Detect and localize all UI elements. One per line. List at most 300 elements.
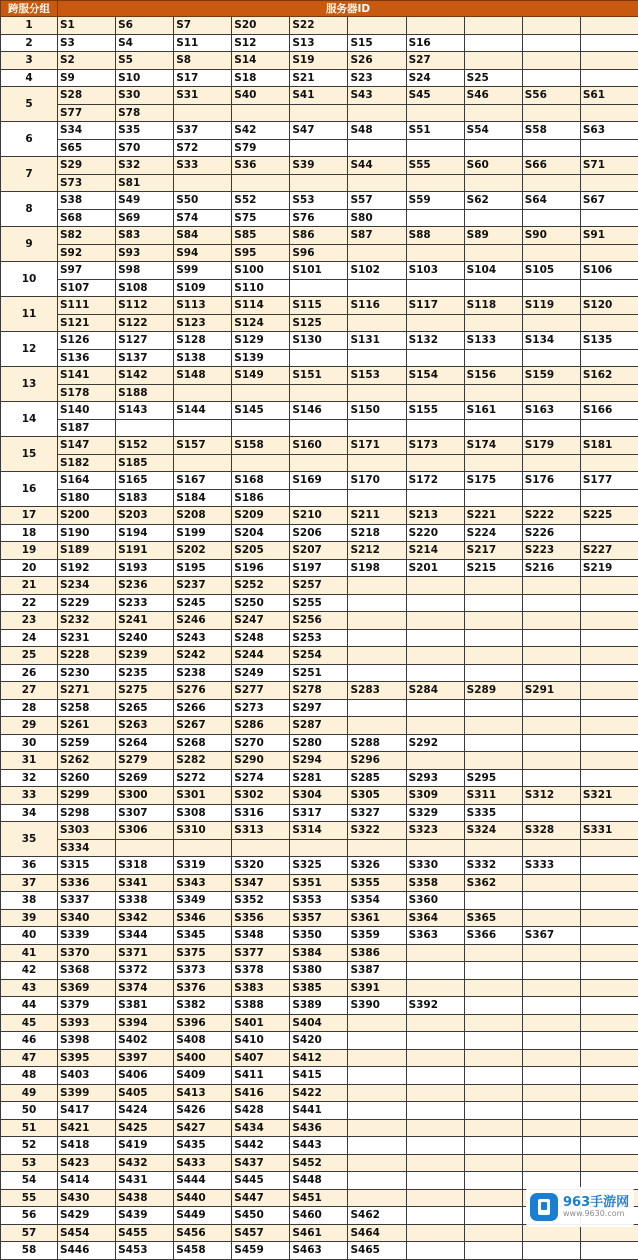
server-cell (580, 1049, 638, 1067)
server-cell (522, 804, 580, 822)
table-row (1, 279, 638, 297)
server-cell: S462 (348, 1207, 406, 1225)
server-cell: S137 (116, 349, 174, 367)
server-cell: S29 (58, 157, 116, 175)
server-cell (580, 752, 638, 770)
server-cell: S150 (348, 402, 406, 420)
table-row (1, 577, 638, 595)
server-cell: S153 (348, 367, 406, 385)
server-cell (406, 1102, 464, 1120)
server-cell: S440 (174, 1189, 232, 1207)
server-cell: S172 (406, 472, 464, 490)
server-cell: S217 (464, 542, 522, 560)
group-number: 32 (1, 769, 58, 787)
server-cell: S403 (58, 1067, 116, 1085)
server-cell: S182 (58, 454, 116, 472)
server-cell: S271 (58, 682, 116, 700)
server-cell (580, 734, 638, 752)
server-cell: S384 (290, 944, 348, 962)
server-cell (464, 139, 522, 157)
server-cell: S358 (406, 874, 464, 892)
server-cell: S78 (116, 104, 174, 122)
server-cell: S419 (116, 1137, 174, 1155)
server-cell: S30 (116, 87, 174, 105)
server-cell (580, 1119, 638, 1137)
server-cell (290, 384, 348, 402)
group-number: 29 (1, 717, 58, 735)
server-cell: S144 (174, 402, 232, 420)
watermark (526, 1187, 634, 1227)
group-number: 4 (1, 69, 58, 87)
server-cell: S342 (116, 909, 174, 927)
server-cell: S362 (464, 874, 522, 892)
server-cell: S15 (348, 34, 406, 52)
server-cell: S436 (290, 1119, 348, 1137)
server-cell: S259 (58, 734, 116, 752)
server-cell (580, 1137, 638, 1155)
group-number: 58 (1, 1242, 58, 1260)
server-cell (522, 1137, 580, 1155)
server-cell: S407 (232, 1049, 290, 1067)
server-cell (464, 419, 522, 437)
server-cell: S288 (348, 734, 406, 752)
server-cell: S270 (232, 734, 290, 752)
server-cell: S202 (174, 542, 232, 560)
server-cell: S298 (58, 804, 116, 822)
server-cell: S226 (522, 524, 580, 542)
server-cell: S46 (464, 87, 522, 105)
server-cell: S145 (232, 402, 290, 420)
server-cell: S109 (174, 279, 232, 297)
server-cell: S439 (116, 1207, 174, 1225)
server-cell (464, 892, 522, 910)
table-row (1, 1154, 638, 1172)
server-cell: S363 (406, 927, 464, 945)
server-cell: S195 (174, 559, 232, 577)
table-row (1, 314, 638, 332)
server-cell: S90 (522, 227, 580, 245)
server-cell: S361 (348, 909, 406, 927)
header-group: 跨服分组 (1, 1, 58, 17)
table-row (1, 454, 638, 472)
server-cell: S101 (290, 262, 348, 280)
server-cell: S447 (232, 1189, 290, 1207)
server-cell: S372 (116, 962, 174, 980)
group-number: 13 (1, 367, 58, 402)
server-cell: S335 (464, 804, 522, 822)
server-cell: S83 (116, 227, 174, 245)
server-cell: S154 (406, 367, 464, 385)
server-cell: S220 (406, 524, 464, 542)
server-cell: S404 (290, 1014, 348, 1032)
server-cell: S373 (174, 962, 232, 980)
server-cell: S334 (58, 839, 116, 857)
server-cell: S169 (290, 472, 348, 490)
table-row (1, 507, 638, 525)
server-cell (464, 34, 522, 52)
table-row (1, 402, 638, 420)
server-cell (348, 279, 406, 297)
server-cell: S445 (232, 1172, 290, 1190)
server-cell: S435 (174, 1137, 232, 1155)
server-cell (580, 139, 638, 157)
server-cell: S310 (174, 822, 232, 840)
server-cell: S28 (58, 87, 116, 105)
server-cell: S130 (290, 332, 348, 350)
table-row (1, 542, 638, 560)
server-cell: S146 (290, 402, 348, 420)
server-cell: S164 (58, 472, 116, 490)
server-cell: S273 (232, 699, 290, 717)
server-cell (406, 244, 464, 262)
server-cell: S346 (174, 909, 232, 927)
server-cell (522, 384, 580, 402)
server-cell (580, 349, 638, 367)
server-cell: S250 (232, 594, 290, 612)
server-cell: S175 (464, 472, 522, 490)
server-cell: S434 (232, 1119, 290, 1137)
server-cell: S196 (232, 559, 290, 577)
server-cell (580, 1084, 638, 1102)
server-cell: S285 (348, 769, 406, 787)
server-cell: S141 (58, 367, 116, 385)
server-cell: S368 (58, 962, 116, 980)
server-cell (464, 1084, 522, 1102)
server-cell: S234 (58, 577, 116, 595)
server-cell: S293 (406, 769, 464, 787)
group-number: 49 (1, 1084, 58, 1102)
server-cell: S364 (406, 909, 464, 927)
server-cell: S206 (290, 524, 348, 542)
server-cell: S382 (174, 997, 232, 1015)
server-cell: S355 (348, 874, 406, 892)
server-cell: S120 (580, 297, 638, 315)
server-cell: S316 (232, 804, 290, 822)
group-number: 43 (1, 979, 58, 997)
server-cell: S11 (174, 34, 232, 52)
server-cell: S246 (174, 612, 232, 630)
server-cell (522, 1032, 580, 1050)
server-cell: S5 (116, 52, 174, 70)
server-cell (406, 454, 464, 472)
server-cell: S394 (116, 1014, 174, 1032)
server-cell: S243 (174, 629, 232, 647)
table-row (1, 332, 638, 350)
server-cell: S463 (290, 1242, 348, 1260)
server-cell (464, 664, 522, 682)
group-number: 48 (1, 1067, 58, 1085)
server-cell: S313 (232, 822, 290, 840)
group-number: 50 (1, 1102, 58, 1120)
server-cell: S157 (174, 437, 232, 455)
table-row (1, 1014, 638, 1032)
server-cell: S48 (348, 122, 406, 140)
server-cell (580, 1014, 638, 1032)
server-cell (522, 1049, 580, 1067)
server-cell: S198 (348, 559, 406, 577)
server-cell: S251 (290, 664, 348, 682)
server-cell: S102 (348, 262, 406, 280)
group-number: 34 (1, 804, 58, 822)
server-cell (522, 769, 580, 787)
server-cell (348, 314, 406, 332)
server-cell: S391 (348, 979, 406, 997)
server-cell (406, 1014, 464, 1032)
server-cell: S452 (290, 1154, 348, 1172)
server-cell: S417 (58, 1102, 116, 1120)
server-cell (580, 1102, 638, 1120)
server-cell: S208 (174, 507, 232, 525)
table-row (1, 437, 638, 455)
server-cell: S133 (464, 332, 522, 350)
server-cell: S321 (580, 787, 638, 805)
server-cell: S47 (290, 122, 348, 140)
group-number: 15 (1, 437, 58, 472)
server-cell (464, 314, 522, 332)
server-cell (522, 577, 580, 595)
server-cell (522, 874, 580, 892)
server-cell (290, 349, 348, 367)
server-cell: S210 (290, 507, 348, 525)
group-number: 6 (1, 122, 58, 157)
server-cell (406, 594, 464, 612)
server-cell: S269 (116, 769, 174, 787)
server-cell (348, 839, 406, 857)
server-cell (580, 489, 638, 507)
group-number: 8 (1, 192, 58, 227)
server-cell (522, 909, 580, 927)
server-cell: S59 (406, 192, 464, 210)
group-number: 14 (1, 402, 58, 437)
group-number: 56 (1, 1207, 58, 1225)
server-cell: S367 (522, 927, 580, 945)
server-cell: S187 (58, 419, 116, 437)
server-cell: S465 (348, 1242, 406, 1260)
group-number: 46 (1, 1032, 58, 1050)
server-cell: S171 (348, 437, 406, 455)
server-cell: S282 (174, 752, 232, 770)
server-cell (522, 647, 580, 665)
server-cell: S218 (348, 524, 406, 542)
server-cell: S134 (522, 332, 580, 350)
server-cell (348, 1189, 406, 1207)
server-cell: S114 (232, 297, 290, 315)
server-cell: S380 (290, 962, 348, 980)
server-cell (580, 69, 638, 87)
server-cell (406, 1224, 464, 1242)
server-cell: S106 (580, 262, 638, 280)
server-cell (464, 577, 522, 595)
server-cell: S85 (232, 227, 290, 245)
server-cell (464, 734, 522, 752)
server-cell: S176 (522, 472, 580, 490)
table-row (1, 367, 638, 385)
server-cell (580, 454, 638, 472)
server-cell: S437 (232, 1154, 290, 1172)
server-cell: S306 (116, 822, 174, 840)
server-cell (348, 174, 406, 192)
server-cell: S53 (290, 192, 348, 210)
group-number: 51 (1, 1119, 58, 1137)
server-cell: S359 (348, 927, 406, 945)
server-cell (406, 1084, 464, 1102)
server-cell: S402 (116, 1032, 174, 1050)
server-cell: S287 (290, 717, 348, 735)
server-cell: S416 (232, 1084, 290, 1102)
table-row (1, 769, 638, 787)
table-row (1, 682, 638, 700)
server-cell (580, 962, 638, 980)
server-cell: S255 (290, 594, 348, 612)
server-cell: S116 (348, 297, 406, 315)
server-cell (348, 699, 406, 717)
server-cell (174, 174, 232, 192)
server-cell: S60 (464, 157, 522, 175)
server-cell (464, 962, 522, 980)
server-cell (348, 104, 406, 122)
server-cell: S410 (232, 1032, 290, 1050)
server-cell: S386 (348, 944, 406, 962)
server-cell: S191 (116, 542, 174, 560)
server-cell: S211 (348, 507, 406, 525)
server-cell: S245 (174, 594, 232, 612)
table-row (1, 1067, 638, 1085)
server-cell (580, 1032, 638, 1050)
table-row (1, 1119, 638, 1137)
server-cell: S128 (174, 332, 232, 350)
server-cell: S38 (58, 192, 116, 210)
server-cell: S249 (232, 664, 290, 682)
server-cell: S213 (406, 507, 464, 525)
server-cell (580, 279, 638, 297)
server-cell (348, 349, 406, 367)
server-cell (522, 69, 580, 87)
server-cell (348, 594, 406, 612)
table-row (1, 34, 638, 52)
server-cell: S115 (290, 297, 348, 315)
server-cell (232, 174, 290, 192)
server-cell: S340 (58, 909, 116, 927)
server-cell: S451 (290, 1189, 348, 1207)
server-cell (464, 279, 522, 297)
server-cell (580, 804, 638, 822)
server-cell (406, 699, 464, 717)
server-cell: S275 (116, 682, 174, 700)
server-cell (406, 314, 464, 332)
server-cell: S379 (58, 997, 116, 1015)
table-row (1, 122, 638, 140)
server-cell: S132 (406, 332, 464, 350)
server-cell: S320 (232, 857, 290, 875)
server-cell (464, 717, 522, 735)
server-cell (580, 1154, 638, 1172)
server-cell: S124 (232, 314, 290, 332)
server-cell (522, 699, 580, 717)
server-cell: S16 (406, 34, 464, 52)
server-cell (464, 454, 522, 472)
server-cell: S93 (116, 244, 174, 262)
server-cell (464, 612, 522, 630)
server-cell: S377 (232, 944, 290, 962)
server-cell: S84 (174, 227, 232, 245)
server-cell (406, 1207, 464, 1225)
server-cell (522, 349, 580, 367)
header-row (1, 1, 638, 17)
server-cell: S127 (116, 332, 174, 350)
server-cell: S230 (58, 664, 116, 682)
server-cell (406, 612, 464, 630)
server-cell: S329 (406, 804, 464, 822)
server-cell: S343 (174, 874, 232, 892)
server-cell: S281 (290, 769, 348, 787)
server-cell: S40 (232, 87, 290, 105)
server-cell: S194 (116, 524, 174, 542)
group-number: 5 (1, 87, 58, 122)
server-cell: S111 (58, 297, 116, 315)
server-cell: S294 (290, 752, 348, 770)
group-number: 44 (1, 997, 58, 1015)
server-cell: S165 (116, 472, 174, 490)
group-number: 42 (1, 962, 58, 980)
server-cell: S71 (580, 157, 638, 175)
server-cell: S455 (116, 1224, 174, 1242)
server-cell: S98 (116, 262, 174, 280)
server-cell: S70 (116, 139, 174, 157)
server-cell (580, 524, 638, 542)
server-cell: S212 (348, 542, 406, 560)
server-cell (522, 419, 580, 437)
server-cell (290, 139, 348, 157)
server-cell: S87 (348, 227, 406, 245)
table-row (1, 244, 638, 262)
server-cell (464, 1102, 522, 1120)
table-row (1, 997, 638, 1015)
server-cell (348, 244, 406, 262)
table-row (1, 804, 638, 822)
group-number: 25 (1, 647, 58, 665)
server-cell: S140 (58, 402, 116, 420)
group-number: 41 (1, 944, 58, 962)
group-number: 37 (1, 874, 58, 892)
server-cell (580, 769, 638, 787)
server-cell (580, 612, 638, 630)
group-number: 33 (1, 787, 58, 805)
server-cell (406, 1067, 464, 1085)
server-cell (522, 314, 580, 332)
server-cell: S426 (174, 1102, 232, 1120)
server-cell: S398 (58, 1032, 116, 1050)
server-cell (406, 629, 464, 647)
group-number: 10 (1, 262, 58, 297)
group-number: 9 (1, 227, 58, 262)
server-cell: S97 (58, 262, 116, 280)
server-cell: S50 (174, 192, 232, 210)
server-cell: S409 (174, 1067, 232, 1085)
server-cell: S183 (116, 489, 174, 507)
server-cell: S67 (580, 192, 638, 210)
server-cell (580, 927, 638, 945)
server-cell: S408 (174, 1032, 232, 1050)
table-row (1, 1049, 638, 1067)
server-cell: S37 (174, 122, 232, 140)
server-cell: S80 (348, 209, 406, 227)
server-cell: S242 (174, 647, 232, 665)
server-cell: S3 (58, 34, 116, 52)
group-number: 47 (1, 1049, 58, 1067)
server-cell: S26 (348, 52, 406, 70)
server-cell (522, 944, 580, 962)
server-cell: S301 (174, 787, 232, 805)
